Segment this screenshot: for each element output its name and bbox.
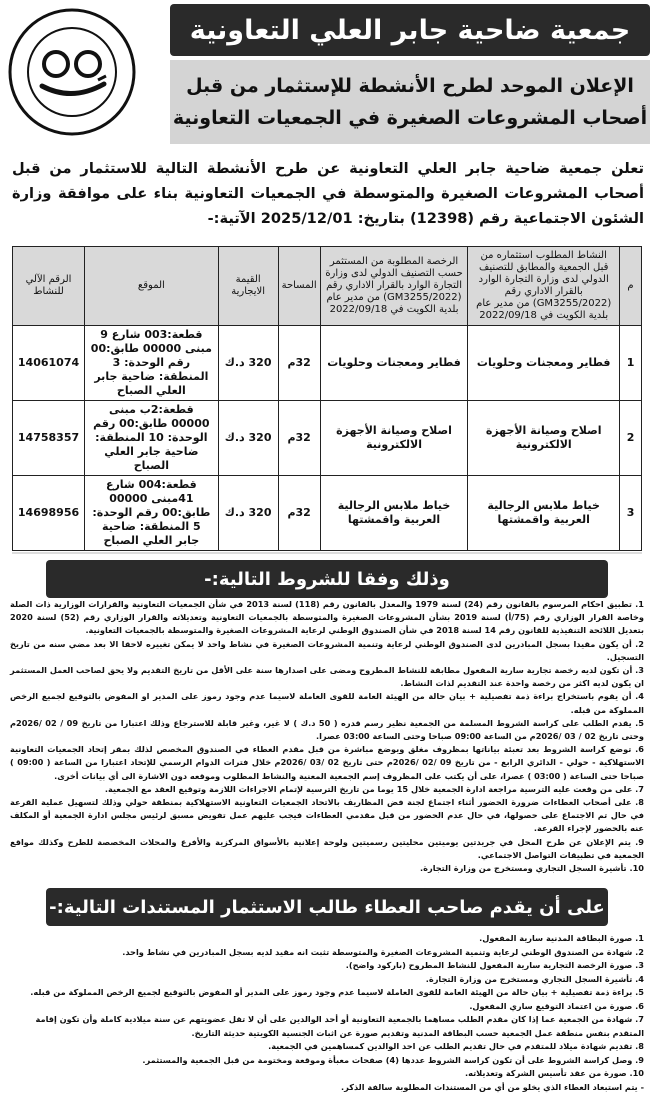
cell-license: خياط ملابس الرجالية العربية واقمشتها <box>320 476 468 551</box>
condition-item: 10. تأشيرة السجل التجاري ومستخرج من وزارة التجارة. <box>420 863 644 874</box>
table-header-row <box>13 247 642 326</box>
header-location: الموقع <box>85 247 219 326</box>
condition-item: 7. على من وقعت عليه الترسية مراجعة ادارة الجمعية خلال 15 يوما من تاريخ الترسية لإتمام الاجراءات اللازمة وتوقيع العقد مع الجمعية. <box>104 783 644 794</box>
subtitle-line-1: الإعلان الموحد لطرح الأنشطة للإستثمار من قبل <box>186 75 634 97</box>
condition-item: 4. أن يقوم باستخراج براءة ذمة تفصيلية + بيان حالة من الهيئة العامة للقوى العاملة لاسيما عدم وجود رموز على المدير او المفوض بالتوقيع لجميع الرخص المملوكة من قبله. <box>10 691 644 715</box>
document-item: 4. تأشيرة السجل التجاري ومستخرج من وزارة التجارة. <box>425 973 644 984</box>
cell-rent: 320 د.ك <box>218 476 278 551</box>
header-activity: النشاط المطلوب استثماره من قبل الجمعية والمطابق للتصنيف الدولي لدى وزارة التجارة الوارد بالقرار الاداري رقم (GM3255/2022) من مدير عام بلدية الكويت في 2022/09/18 <box>468 247 620 326</box>
cell-rent: 320 د.ك <box>218 326 278 401</box>
cell-auto-number: 14758357 <box>13 401 85 476</box>
cell-activity: خياط ملابس الرجالية العربية واقمشتها <box>468 476 620 551</box>
cell-rent: 320 د.ك <box>218 401 278 476</box>
condition-item: 2. أن يكون مقيدا بسجل المبادرين لدى الصندوق الوطني لرعاية وتنمية المشروعات الصغيرة في نشاط واحد لا يمكن تغييره لاحقا الا بعد مضي سنه من تاريخ التسجيل. <box>10 638 644 662</box>
cell-location: قطعة:004 شارع 41مبنى 00000 طابق:00 رقم الوحدة: 5 المنطقة: ضاحية جابر العلي الصباح <box>85 476 219 551</box>
table-row <box>13 401 642 476</box>
header-title: جمعية ضاحية جابر العلي التعاونية <box>189 14 631 46</box>
header-title-bar <box>170 4 650 56</box>
document-item: 6. صورة من اعتماد التوقيع ساري المفعول. <box>469 1000 644 1011</box>
society-logo <box>6 6 138 138</box>
cell-auto-number: 14061074 <box>13 326 85 401</box>
cell-location: قطعة:2ب مبنى 00000 طابق:00 رقم الوحدة: 10 المنطقة: ضاحية جابر العلي الصباح <box>85 401 219 476</box>
conditions-list <box>10 598 644 875</box>
intro-paragraph: تعلن جمعية ضاحية جابر العلي التعاونية عن طرح الأنشطة التالية للاستثمار من قبل أصحاب المشروعات الصغيرة والمتوسطة في الجمعيات التعاونية بناء على موافقة وزارة الشئون الاجتماعية رقم (12398) بتاريخ: 2025/12/01 الآتية:- <box>12 160 644 227</box>
header-index: م <box>620 247 642 326</box>
condition-item: 5. يقدم الطلب على كراسة الشروط المسلمة من الجمعية نظير رسم قدره ( 50 د.ك ) لا غير، وغير قابلة للاسترجاع وذلك اعتبارا من تاريخ 09 / 02 /2026م وحتى تاريخ 02 / 03 /2026م من الساعة 09:00 صباحا وحتى الساعة 03:00 عصرا. <box>10 717 644 742</box>
document-item: 8. تقديم شهادة ميلاد للمتقدم في حال تقديم الطلب عن احد الوالدين كمساهمين في الجمعية. <box>268 1041 644 1051</box>
documents-banner <box>46 888 608 926</box>
document-item: 3. صورة الرخصة التجارية سارية المفعول للنشاط المطروح (باركود واضح). <box>345 960 644 970</box>
conditions-banner-text: وذلك وفقا للشروط التالية:- <box>204 568 450 590</box>
document-item: 7. شهادة من الجمعية عما إذا كان مقدم الطلب مساهما بالجمعية التعاونية أو أحد الوالدين على أن لا تقل عضويتهم عن سنة ميلادية كاملة وأن تكون إقامة المتقدم بنفس منطقة عمل الجمعية حسب البطاقة المدنية وتقديم صورة عن اثبات الجنسية الكويتية حديثة التاريخ. <box>35 1014 644 1038</box>
cell-activity: فطاير ومعجنات وحلويات <box>468 326 620 401</box>
subtitle-line-2: أصحاب المشروعات الصغيرة في الجمعيات التعاونية <box>172 107 648 129</box>
subtitle-box <box>170 60 650 144</box>
condition-item: 1. تطبيق احكام المرسوم بالقانون رقم (24) لسنة 1979 والمعدل بالقانون رقم (118) لسنة 2013 في شأن الجمعيات التعاونية والقرارات الوزارية ذات الصلة وخاصة القرار الوزاري رقم (75/أ) لسنة 2019 بشأن المشروعات الصغيرة والمتوسطة بالجمعيات التعاونية وتعديلاته والقرار الوزاري رقم (52) لسنة 2020 بتعديل اللائحة التنفيذية للقانون رقم 14 لسنة 2018 في شأن الصندوق الوطني لرعاية المشروعات الصغيرة والمتوسطة بالجمعيات التعاونية. <box>10 599 644 636</box>
header-area: المساحة <box>278 247 320 326</box>
cell-area: 32م <box>278 476 320 551</box>
cell-index: 2 <box>620 401 642 476</box>
condition-item: 8. على أصحاب العطاءات ضرورة الحضور أثناء اجتماع لجنة فض المظاريف بالاتحاد الجمعيات التعاونية الاستهلاكية بمنطقة حولي وذلك لتسهيل عملية القرعة في حال تم الاجتماع على حصولها، في حال عدم الحضور من قبل مقدمي العطاءات فيجب عليهم عمل تفويض مسبق لرئيس مجلس ادارة الجمعية أو المكلف عنه بالحضور لإجراء القرعة. <box>10 797 644 834</box>
cell-area: 32م <box>278 326 320 401</box>
documents-list <box>10 932 644 1094</box>
document-item: 1. صورة البطاقة المدنية سارية المفعول. <box>479 933 644 943</box>
document-item: 2. شهادة من الصندوق الوطني لرعاية وتنمية المشروعات الصغيرة والمتوسطة تثبت انه مقيد لديه بسجل المبادرين في نشاط واحد. <box>122 946 644 957</box>
condition-item: 9. يتم الإعلان عن طرح المحل في جريدتين يوميتين محليتين رسميتين ولوحة إعلانية بالأسواق المركزية والأفرع والمحلات المخصصة للطرح وكذلك مواقع الجمعية في تطبيقات التواصل الاجتماعي. <box>10 836 644 860</box>
cell-area: 32م <box>278 401 320 476</box>
header-license: الرخصة المطلوبة من المستثمر حسب التصنيف الدولي لدى وزارة التجارة الوارد بالقرار الاداري رقم (GM3255/2022) من مدير عام بلدية الكويت في 2022/09/18 <box>320 247 468 326</box>
cell-license: اصلاح وصيانة الأجهزة الالكترونية <box>320 401 468 476</box>
cell-auto-number: 14698956 <box>13 476 85 551</box>
header-auto-number: الرقم الآلي للنشاط <box>13 247 85 326</box>
conditions-banner <box>46 560 608 598</box>
condition-item: 6. توضع كراسة الشروط بعد تعبئة بياناتها بمظروف مغلق ويوضع مباشرة من قبل مقدم العطاء في الصندوق المخصص لذلك بمقر إتحاد الجمعيات التعاونية الاستهلاكية - حولي - الدائري الرابع - من تاريخ 09 /02 /2026م حتى تاريخ 02 /03 /2026م خلال فترات الدوام الرسمي للإتحاد اعتبارا من الساعة ( 09:00 ) صباحا حتى الساعة ( 03:00 ) عصرا، على أن يكتب على المظروف إسم الجمعية المعنية والنشاط المطلوب وموقعه دون الاشارة الى أي بيانات أخرى. <box>10 744 645 781</box>
cell-location: قطعة:003 شارع 9 مبنى 00000 طابق:00 رقم الوحدة: 3 المنطقة: ضاحية جابر العلي الصباح <box>85 326 219 401</box>
table-row <box>13 326 642 401</box>
document-item: - يتم استبعاد العطاء الذي يخلو من أي من المستندات المطلوبة سالفة الذكر. <box>340 1081 644 1092</box>
activities-table <box>12 246 642 551</box>
cell-index: 1 <box>620 326 642 401</box>
condition-item: 3. أن تكون لديه رخصة تجارية سارية المفعول مطابقة للنشاط المطروح ومضى على اصدارها سنة على الأقل من تاريخ التقديم ولا يحق لصاحب العمل المستثمر ان يكون لديه اكثر من رخصة واحدة عند التقديم لذات النشاط. <box>10 665 644 689</box>
divider <box>12 552 642 554</box>
documents-banner-text: على أن يقدم صاحب العطاء طالب الاستثمار المستندات التالية:- <box>49 896 605 918</box>
cell-license: فطاير ومعجنات وحلويات <box>320 326 468 401</box>
document-item: 5. براءة ذمة تفصيلية + بيان حالة من الهيئة العامة للقوى العاملة لاسيما عدم وجود رموز على المدير أو المفوض بالتوقيع لجميع الرخص المملوكة من قبله. <box>30 987 644 997</box>
header-rent: القيمة الايجارية <box>218 247 278 326</box>
cell-index: 3 <box>620 476 642 551</box>
document-item: 10. صورة من عقد تأسيس الشركة وتعديلاته. <box>465 1068 644 1078</box>
cell-activity: اصلاح وصيانة الأجهزة الالكترونية <box>468 401 620 476</box>
table-row <box>13 476 642 551</box>
document-item: 9. وصل كراسة الشروط على أن تكون كراسة الشروط عددها (4) صفحات معبأة وموقعة ومختومة من قبل الجمعية والمستثمر. <box>142 1054 644 1065</box>
